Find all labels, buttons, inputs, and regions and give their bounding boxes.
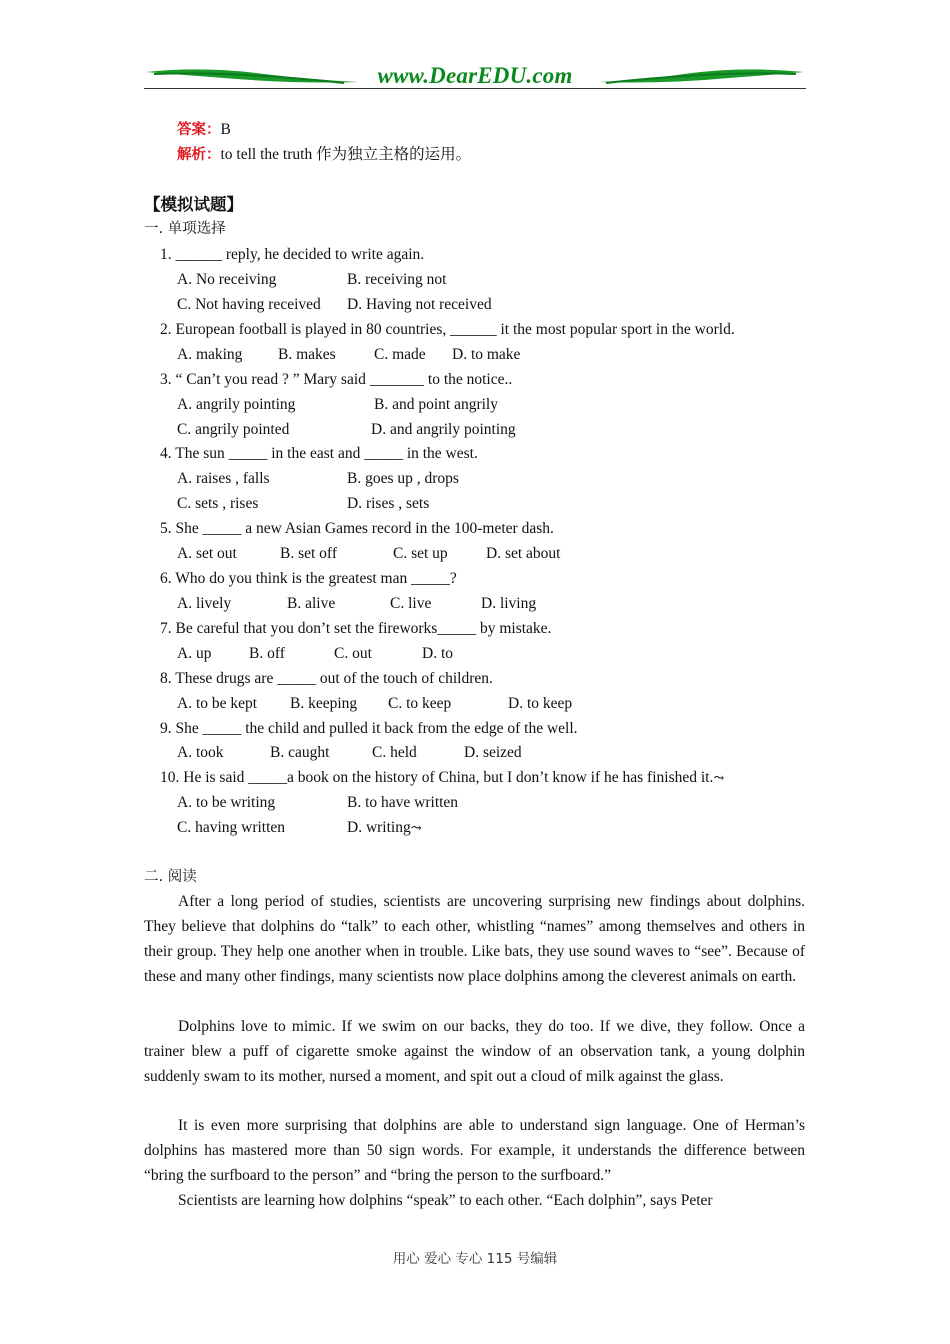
part1-title: 一. 单项选择 xyxy=(144,221,226,237)
option: B. and point angrily xyxy=(374,396,498,413)
question-stem: 9. She _____ the child and pulled it back from the edge of the well. xyxy=(160,720,578,737)
answer-value: B xyxy=(220,121,231,138)
option: D. and angrily pointing xyxy=(371,421,516,438)
option: D. to make xyxy=(452,346,521,363)
option: A. angrily pointing xyxy=(177,396,296,413)
squiggle-icon: ⤳ xyxy=(410,820,422,835)
option: C. live xyxy=(390,595,432,612)
option: C. sets , rises xyxy=(177,495,259,512)
option: A. lively xyxy=(177,595,232,612)
question-stem xyxy=(160,768,724,788)
option: D. rises , sets xyxy=(347,495,430,512)
option: D. seized xyxy=(464,744,522,761)
answer-label: 答案： xyxy=(177,122,221,138)
header-divider xyxy=(144,88,806,89)
option: C. held xyxy=(372,744,417,761)
option: D. Having not received xyxy=(347,296,492,313)
option: A. took xyxy=(177,744,224,761)
option: B. alive xyxy=(287,595,336,612)
reading-paragraph: Scientists are learning how dolphins “speak” to each other. “Each dolphin”, says Peter xyxy=(178,1192,713,1209)
option: C. Not having received xyxy=(177,296,321,313)
option: B. keeping xyxy=(290,695,358,712)
site-logo-text: www.DearEDU.com xyxy=(377,63,573,88)
option: D. set about xyxy=(486,545,561,562)
reading-paragraph: It is even more surprising that dolphins are able to understand sign language. One of Herman’s dolphins has mastered more than 50 sign words. For example, it understands the difference between “bring the surfboard to the person” and “bring the person to the surfboard.” xyxy=(144,1117,805,1184)
reading-paragraph: Dolphins love to mimic. If we swim on our backs, they do too. If we dive, they follow. Once a trainer blew a puff of cigarette smoke against the window of an observation tank, a young dolphin suddenly swam to its mother, nursed a moment, and spit out a cloud of milk against the glass. xyxy=(144,1018,805,1085)
option: A. No receiving xyxy=(177,271,277,288)
option: D. to xyxy=(422,645,453,662)
option: C. set up xyxy=(393,545,448,562)
option: C. made xyxy=(374,346,426,363)
option: B. to have written xyxy=(347,794,459,811)
option: A. making xyxy=(177,346,243,363)
option: C. to keep xyxy=(388,695,452,712)
option: D. living xyxy=(481,595,537,612)
question-stem: 1. ______ reply, he decided to write again. xyxy=(160,246,425,263)
squiggle-icon: ⤳ xyxy=(713,770,725,785)
analysis-line xyxy=(177,145,471,165)
answer-line xyxy=(177,120,231,140)
section-title: 【模拟试题】 xyxy=(144,195,243,214)
part2-title: 二. 阅读 xyxy=(144,869,197,885)
option: B. receiving not xyxy=(347,271,447,288)
question-stem: 2. European football is played in 80 countries, ______ it the most popular sport in the world. xyxy=(160,321,735,338)
reading-paragraph: After a long period of studies, scientists are uncovering surprising new findings about dolphins. They believe that dolphins do “talk” to each other, whistling “names” among themselves and others in their group. They help one another when in trouble. Like bats, they use sound waves to “see”. Because of these and many other findings, many scientists now place dolphins among the cleverest animals on earth. xyxy=(144,893,805,985)
option: A. up xyxy=(177,645,212,662)
page-footer: 用心 爱心 专心 115 号编辑 xyxy=(392,1251,558,1267)
option: A. to be writing xyxy=(177,794,276,811)
option: D. to keep xyxy=(508,695,573,712)
option: B. set off xyxy=(280,545,337,562)
option: B. off xyxy=(249,645,285,662)
question-stem-text: 10. He is said _____a book on the history of China, but I don’t know if he has finished it. xyxy=(160,769,714,786)
question-stem: 6. Who do you think is the greatest man _____? xyxy=(160,570,457,587)
analysis-label: 解析： xyxy=(177,147,221,163)
option: A. raises , falls xyxy=(177,470,270,487)
question-stem: 5. She _____ a new Asian Games record in the 100-meter dash. xyxy=(160,520,554,537)
question-stem: 7. Be careful that you don’t set the fireworks_____ by mistake. xyxy=(160,620,552,637)
question-stem: 8. These drugs are _____ out of the touch of children. xyxy=(160,670,493,687)
option: B. makes xyxy=(278,346,336,363)
option: B. caught xyxy=(270,744,330,761)
option: B. goes up , drops xyxy=(347,470,459,487)
question-stem: 3. “ Can’t you read ? ” Mary said _______ to the notice.. xyxy=(160,371,513,388)
analysis-text: to tell the truth 作为独立主格的运用。 xyxy=(220,146,472,163)
option: C. having written xyxy=(177,819,286,836)
option: A. to be kept xyxy=(177,695,258,712)
option: A. set out xyxy=(177,545,237,562)
option: C. out xyxy=(334,645,372,662)
option: C. angrily pointed xyxy=(177,421,290,438)
option-with-icon xyxy=(347,818,422,838)
question-stem: 4. The sun _____ in the east and _____ in the west. xyxy=(160,445,478,462)
option: D. writing xyxy=(347,819,411,836)
